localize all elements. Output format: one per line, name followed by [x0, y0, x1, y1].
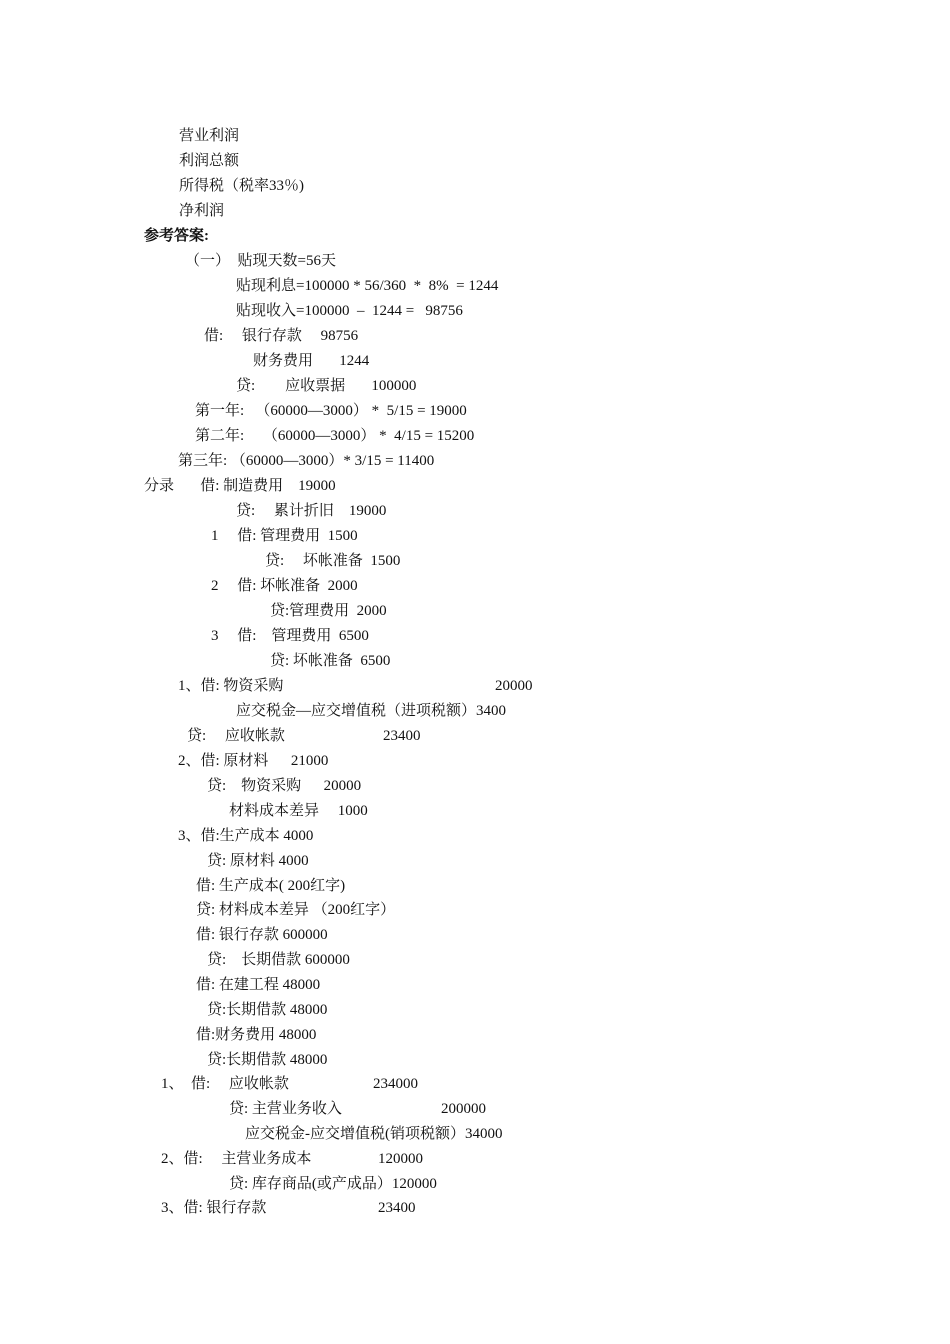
text-line: 3、借:生产成本 4000 [178, 828, 314, 844]
amount-value: 20000 [495, 678, 533, 694]
text-line: 借: 银行存款 98756 [204, 328, 359, 344]
text-line: 贷:管理费用 2000 [270, 603, 387, 619]
amount-value: 234000 [373, 1076, 418, 1092]
text-line: 贷:长期借款 48000 [207, 1002, 328, 1018]
text-line: 1 借: 管理费用 1500 [211, 528, 358, 544]
text-line: 贷: 主营业务收入 [229, 1101, 342, 1117]
text-line: 第三年: （60000—3000）* 3/15 = 11400 [178, 453, 435, 469]
text-line: 所得税（税率33％) [179, 178, 304, 194]
text-line: 贷: 物资采购 20000 [207, 778, 362, 794]
text-line: 3 借: 管理费用 6500 [211, 628, 369, 644]
amount-value: 23400 [378, 1200, 416, 1216]
text-line: 贷: 累计折旧 19000 [236, 503, 387, 519]
text-line: 贷: 材料成本差异 （200红字） [196, 902, 396, 918]
text-line: 1、借: 物资采购 [178, 678, 284, 694]
text-line: 财务费用 1244 [253, 353, 370, 369]
text-line: 贷:长期借款 48000 [207, 1052, 328, 1068]
text-line: （一） 贴现天数=56天 [185, 253, 336, 269]
text-line: 3、借: 银行存款 [161, 1200, 267, 1216]
text-line: 借:财务费用 48000 [196, 1027, 317, 1043]
text-line: 借: 银行存款 600000 [196, 927, 328, 943]
text-line: 2、借: 原材料 21000 [178, 753, 329, 769]
text-line: 贷: 坏帐准备 6500 [270, 653, 391, 669]
text-line: 净利润 [179, 203, 225, 219]
text-line: 贷: 长期借款 600000 [207, 952, 350, 968]
amount-value: 200000 [441, 1101, 486, 1117]
text-line: 应交税金—应交增值税（进项税额）3400 [236, 703, 507, 719]
text-line: 利润总额 [179, 153, 240, 169]
amount-value: 120000 [378, 1151, 423, 1167]
text-line: 第二年: （60000—3000） * 4/15 = 15200 [195, 428, 475, 444]
text-line: 应交税金-应交增值税(销项税额）34000 [245, 1126, 503, 1142]
section-heading: 参考答案: [144, 228, 209, 244]
text-line: 营业利润 [179, 128, 240, 144]
text-line: 贴现收入=100000 – 1244 = 98756 [236, 303, 463, 319]
text-line: 第一年: （60000—3000） * 5/15 = 19000 [195, 403, 467, 419]
text-line: 分录 借: 制造费用 19000 [144, 478, 336, 494]
text-line: 材料成本差异 1000 [229, 803, 368, 819]
text-line: 贷: 应收帐款 [187, 728, 285, 744]
text-line: 贷: 库存商品(或产成品）120000 [229, 1176, 437, 1192]
text-line: 贷: 坏帐准备 1500 [265, 553, 401, 569]
text-line: 贷: 原材料 4000 [207, 853, 309, 869]
text-line: 1、 借: 应收帐款 [161, 1076, 289, 1092]
text-line: 2、借: 主营业务成本 [161, 1151, 312, 1167]
text-line: 借: 在建工程 48000 [196, 977, 321, 993]
text-line: 贷: 应收票据 100000 [236, 378, 417, 394]
text-line: 借: 生产成本( 200红字) [196, 878, 346, 894]
text-line: 2 借: 坏帐准备 2000 [211, 578, 358, 594]
text-line: 贴现利息=100000 * 56/360 * 8% = 1244 [236, 278, 499, 294]
amount-value: 23400 [383, 728, 421, 744]
